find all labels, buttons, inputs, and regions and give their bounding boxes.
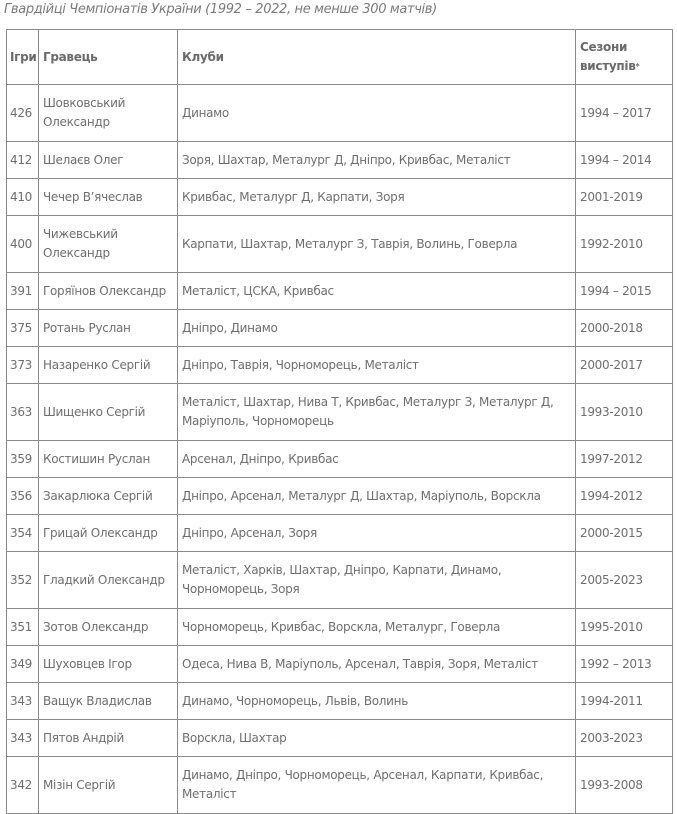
- cell-clubs: Дніпро, Арсенал, Зоря: [178, 515, 576, 552]
- cell-games: 400: [7, 216, 39, 273]
- cell-seasons: 1994 – 2014: [576, 142, 673, 179]
- cell-clubs: Металіст, ЦСКА, Кривбас: [178, 273, 576, 310]
- table-row: [7, 347, 673, 384]
- table-row: [7, 757, 673, 814]
- cell-games: 375: [7, 310, 39, 347]
- table-row: [7, 478, 673, 515]
- cell-clubs: Ворскла, Шахтар: [178, 720, 576, 757]
- table-row: [7, 273, 673, 310]
- cell-clubs: Металіст, Шахтар, Нива Т, Кривбас, Металург З, Металург Д, Маріуполь, Чорноморець: [178, 384, 576, 441]
- cell-seasons: 1994 – 2015: [576, 273, 673, 310]
- cell-seasons: 2001-2019: [576, 179, 673, 216]
- footnote-mark: *: [635, 62, 640, 71]
- cell-player: Закарлюка Сергій: [39, 478, 178, 515]
- table-row: [7, 609, 673, 646]
- cell-player: Зотов Олександр: [39, 609, 178, 646]
- table-row: [7, 646, 673, 683]
- cell-player: Чижевський Олександр: [39, 216, 178, 273]
- table-row: [7, 515, 673, 552]
- cell-player: Шовковський Олександр: [39, 85, 178, 142]
- cell-games: 426: [7, 85, 39, 142]
- cell-seasons: 2005-2023: [576, 552, 673, 609]
- cell-player: Шуховцев Ігор: [39, 646, 178, 683]
- cell-clubs: Чорноморець, Кривбас, Ворскла, Металург, Говерла: [178, 609, 576, 646]
- cell-games: 373: [7, 347, 39, 384]
- cell-games: 359: [7, 441, 39, 478]
- cell-seasons: 1993-2010: [576, 384, 673, 441]
- table-row: [7, 216, 673, 273]
- cell-clubs: Металіст, Харків, Шахтар, Дніпро, Карпати, Динамо, Чорноморець, Зоря: [178, 552, 576, 609]
- cell-player: Чечер В’ячеслав: [39, 179, 178, 216]
- table-row: [7, 85, 673, 142]
- header-seasons-label: Сезони виступів: [580, 40, 636, 73]
- cell-clubs: Дніпро, Таврія, Чорноморець, Металіст: [178, 347, 576, 384]
- cell-games: 354: [7, 515, 39, 552]
- header-player: Гравець: [39, 30, 178, 85]
- table-row: [7, 552, 673, 609]
- cell-games: 342: [7, 757, 39, 814]
- cell-player: Костишин Руслан: [39, 441, 178, 478]
- cell-player: Мізін Сергій: [39, 757, 178, 814]
- table-row: [7, 683, 673, 720]
- cell-clubs: Одеса, Нива В, Маріуполь, Арсенал, Таврія, Зоря, Металіст: [178, 646, 576, 683]
- table-row: [7, 179, 673, 216]
- cell-clubs: Дніпро, Арсенал, Металург Д, Шахтар, Маріуполь, Ворскла: [178, 478, 576, 515]
- table-body: [7, 85, 673, 814]
- table-caption: Гвардійці Чемпіонатів України (1992 – 2022, не менше 300 матчів): [4, 2, 437, 17]
- cell-player: Грицай Олександр: [39, 515, 178, 552]
- header-seasons: [576, 30, 673, 85]
- cell-seasons: 1992 – 2013: [576, 646, 673, 683]
- players-table: [6, 29, 673, 814]
- cell-seasons: 2000-2018: [576, 310, 673, 347]
- cell-games: 351: [7, 609, 39, 646]
- cell-seasons: 2003-2023: [576, 720, 673, 757]
- cell-player: Горяїнов Олександр: [39, 273, 178, 310]
- cell-player: Гладкий Олександр: [39, 552, 178, 609]
- cell-player: Шелаєв Олег: [39, 142, 178, 179]
- cell-clubs: Арсенал, Дніпро, Кривбас: [178, 441, 576, 478]
- header-clubs: Клуби: [178, 30, 576, 85]
- cell-games: 363: [7, 384, 39, 441]
- table-row: [7, 384, 673, 441]
- cell-player: Ващук Владислав: [39, 683, 178, 720]
- table-header-row: [7, 30, 673, 85]
- cell-seasons: 1993-2008: [576, 757, 673, 814]
- cell-games: 356: [7, 478, 39, 515]
- cell-games: 410: [7, 179, 39, 216]
- cell-clubs: Дніпро, Динамо: [178, 310, 576, 347]
- table-row: [7, 720, 673, 757]
- cell-seasons: 2000-2015: [576, 515, 673, 552]
- cell-seasons: 1995-2010: [576, 609, 673, 646]
- table-row: [7, 310, 673, 347]
- header-games: Ігри: [7, 30, 39, 85]
- cell-clubs: Динамо, Дніпро, Чорноморець, Арсенал, Карпати, Кривбас, Металіст: [178, 757, 576, 814]
- cell-player: Ротань Руслан: [39, 310, 178, 347]
- cell-seasons: 1997-2012: [576, 441, 673, 478]
- cell-clubs: Зоря, Шахтар, Металург Д, Дніпро, Кривбас, Металіст: [178, 142, 576, 179]
- cell-seasons: 2000-2017: [576, 347, 673, 384]
- cell-seasons: 1992-2010: [576, 216, 673, 273]
- cell-seasons: 1994-2011: [576, 683, 673, 720]
- table-row: [7, 441, 673, 478]
- cell-clubs: Кривбас, Металург Д, Карпати, Зоря: [178, 179, 576, 216]
- cell-games: 352: [7, 552, 39, 609]
- cell-seasons: 1994 – 2017: [576, 85, 673, 142]
- cell-clubs: Динамо: [178, 85, 576, 142]
- cell-seasons: 1994-2012: [576, 478, 673, 515]
- cell-games: 343: [7, 683, 39, 720]
- cell-player: Пятов Андрій: [39, 720, 178, 757]
- cell-clubs: Карпати, Шахтар, Металург З, Таврія, Волинь, Говерла: [178, 216, 576, 273]
- cell-games: 343: [7, 720, 39, 757]
- cell-games: 391: [7, 273, 39, 310]
- cell-player: Шищенко Сергій: [39, 384, 178, 441]
- cell-games: 412: [7, 142, 39, 179]
- cell-player: Назаренко Сергій: [39, 347, 178, 384]
- cell-games: 349: [7, 646, 39, 683]
- table-row: [7, 142, 673, 179]
- cell-clubs: Динамо, Чорноморець, Львів, Волинь: [178, 683, 576, 720]
